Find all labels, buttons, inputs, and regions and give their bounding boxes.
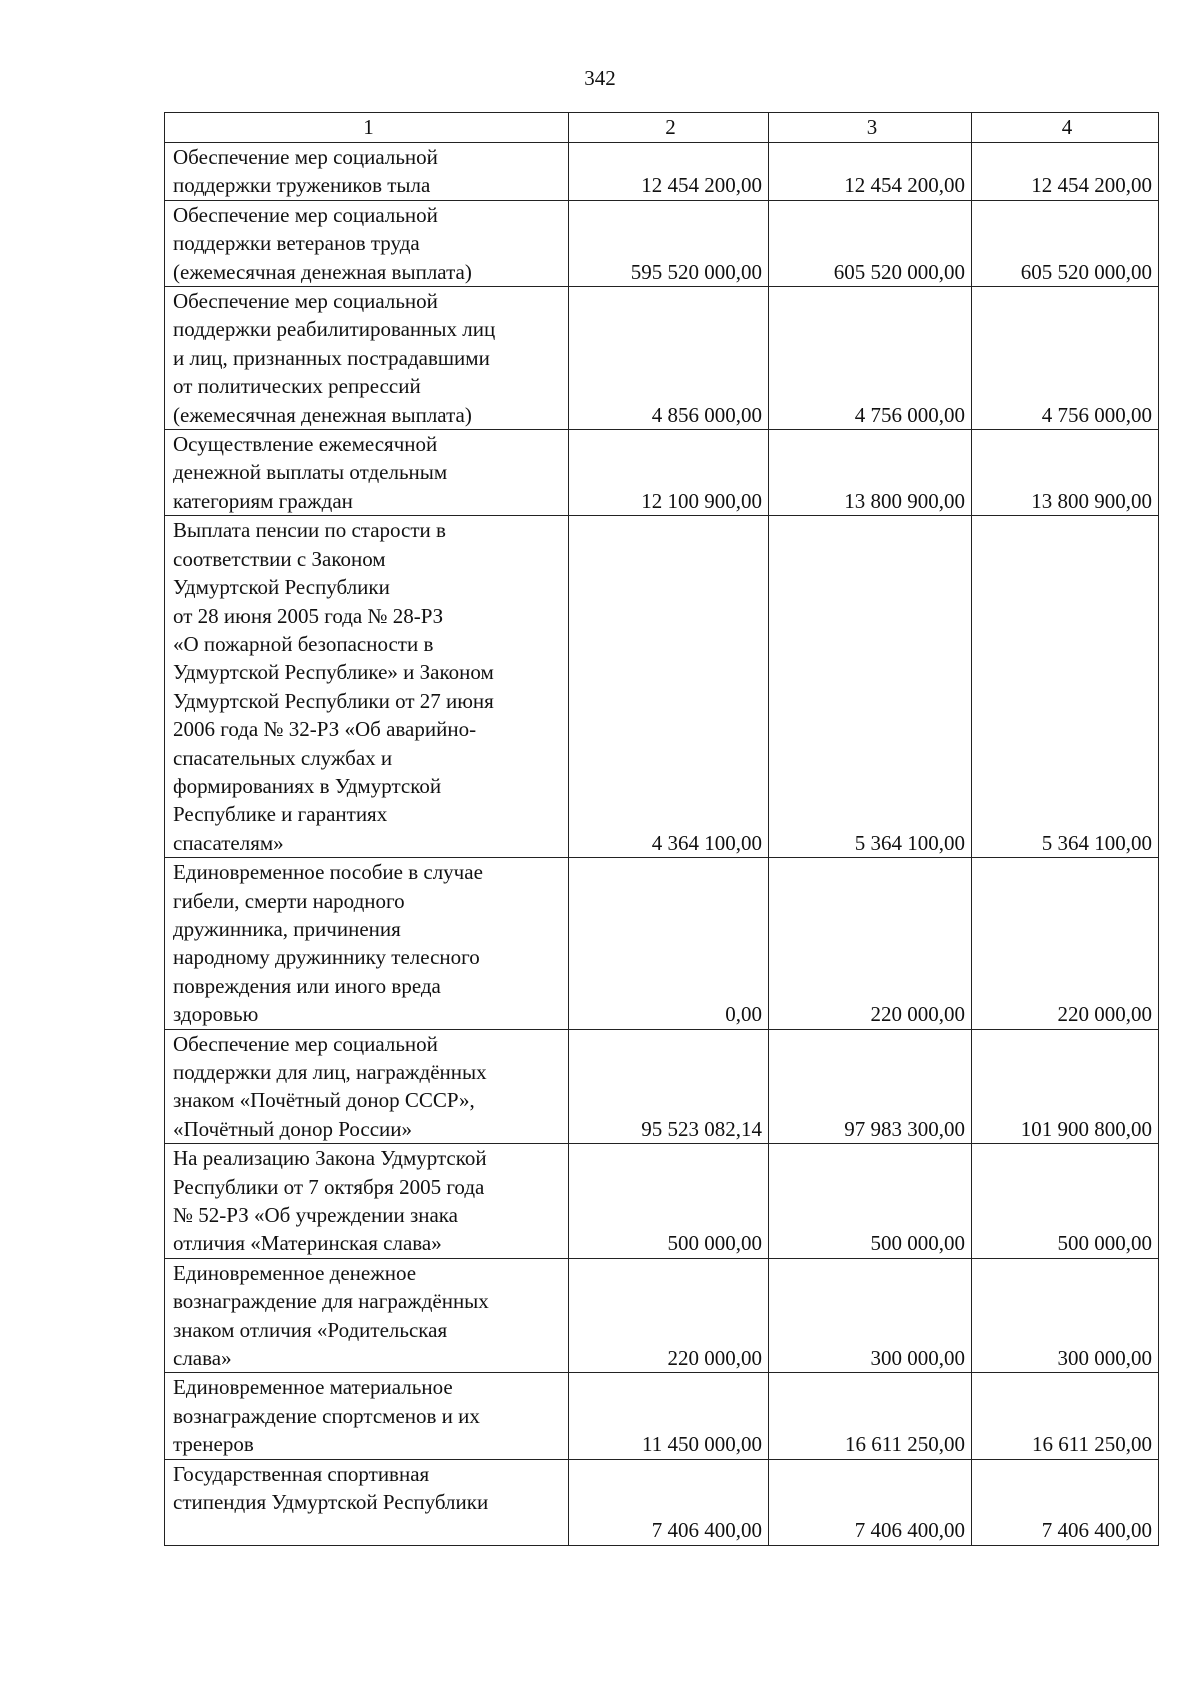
row-value-col2: 11 450 000,00	[569, 1373, 769, 1459]
row-value-col4: 16 611 250,00	[972, 1373, 1159, 1459]
row-value-col3: 220 000,00	[769, 858, 972, 1029]
row-value-col4: 13 800 900,00	[972, 430, 1159, 516]
page-number: 342	[584, 66, 616, 90]
table-row	[165, 1029, 1159, 1144]
row-value-col4: 220 000,00	[972, 858, 1159, 1029]
row-value-col2: 12 100 900,00	[569, 430, 769, 516]
row-value-col3: 7 406 400,00	[769, 1459, 972, 1545]
table-row	[165, 430, 1159, 516]
row-value-col2: 0,00	[569, 858, 769, 1029]
table-row	[165, 200, 1159, 286]
row-value-col4: 101 900 800,00	[972, 1029, 1159, 1144]
header-row	[165, 113, 1159, 143]
row-value-col3: 12 454 200,00	[769, 143, 972, 201]
row-value-col3: 605 520 000,00	[769, 200, 972, 286]
table-row	[165, 858, 1159, 1029]
table-row	[165, 1373, 1159, 1459]
column-header-3: 3	[769, 113, 972, 143]
row-value-col4: 300 000,00	[972, 1258, 1159, 1373]
row-value-col3: 97 983 300,00	[769, 1029, 972, 1144]
row-value-col2: 7 406 400,00	[569, 1459, 769, 1545]
row-name: Единовременное пособие в случае гибели, смерти народного дружинника, причинения народному дружиннику телесного повреждения или иного вреда здоровью	[165, 858, 569, 1029]
table-row	[165, 287, 1159, 430]
row-value-col2: 4 364 100,00	[569, 516, 769, 858]
row-name: Обеспечение мер социальной поддержки тружеников тыла	[165, 143, 569, 201]
row-value-col2: 500 000,00	[569, 1144, 769, 1259]
table-row	[165, 143, 1159, 201]
row-name: Единовременное материальное вознаграждение спортсменов и их тренеров	[165, 1373, 569, 1459]
row-name: Единовременное денежное вознаграждение для награждённых знаком отличия «Родительская слава»	[165, 1258, 569, 1373]
row-value-col2: 220 000,00	[569, 1258, 769, 1373]
row-value-col2: 4 856 000,00	[569, 287, 769, 430]
row-name: Обеспечение мер социальной поддержки ветеранов труда (ежемесячная денежная выплата)	[165, 200, 569, 286]
row-name: Обеспечение мер социальной поддержки для лиц, награждённых знаком «Почётный донор СССР», «Почётный донор России»	[165, 1029, 569, 1144]
row-value-col2: 95 523 082,14	[569, 1029, 769, 1144]
row-value-col3: 300 000,00	[769, 1258, 972, 1373]
row-name: Государственная спортивная стипендия Удмуртской Республики	[165, 1459, 569, 1545]
row-value-col4: 4 756 000,00	[972, 287, 1159, 430]
column-header-2: 2	[569, 113, 769, 143]
row-name: Выплата пенсии по старости в соответствии с Законом Удмуртской Республики от 28 июня 2005 года № 28-РЗ «О пожарной безопасности в Удмуртской Республике» и Законом Удмуртской Республики от 27 июня 2006 года № 32-РЗ «Об аварийно- спасательных службах и формированиях в Удмуртской Республике и гарантиях спасателям»	[165, 516, 569, 858]
row-value-col3: 500 000,00	[769, 1144, 972, 1259]
row-name: Осуществление ежемесячной денежной выплаты отдельным категориям граждан	[165, 430, 569, 516]
row-name: Обеспечение мер социальной поддержки реабилитированных лиц и лиц, признанных пострадавшими от политических репрессий (ежемесячная денежная выплата)	[165, 287, 569, 430]
row-value-col4: 7 406 400,00	[972, 1459, 1159, 1545]
row-value-col4: 500 000,00	[972, 1144, 1159, 1259]
column-header-4: 4	[972, 113, 1159, 143]
row-value-col3: 13 800 900,00	[769, 430, 972, 516]
row-value-col3: 16 611 250,00	[769, 1373, 972, 1459]
row-value-col4: 605 520 000,00	[972, 200, 1159, 286]
table-row	[165, 1459, 1159, 1545]
row-name: На реализацию Закона Удмуртской Республики от 7 октября 2005 года № 52-РЗ «Об учреждении знака отличия «Материнская слава»	[165, 1144, 569, 1259]
row-value-col4: 5 364 100,00	[972, 516, 1159, 858]
budget-table	[164, 112, 1159, 1546]
table-row	[165, 1144, 1159, 1259]
table-row	[165, 1258, 1159, 1373]
row-value-col3: 5 364 100,00	[769, 516, 972, 858]
row-value-col4: 12 454 200,00	[972, 143, 1159, 201]
column-header-1: 1	[165, 113, 569, 143]
row-value-col2: 12 454 200,00	[569, 143, 769, 201]
row-value-col3: 4 756 000,00	[769, 287, 972, 430]
table-row	[165, 516, 1159, 858]
row-value-col2: 595 520 000,00	[569, 200, 769, 286]
